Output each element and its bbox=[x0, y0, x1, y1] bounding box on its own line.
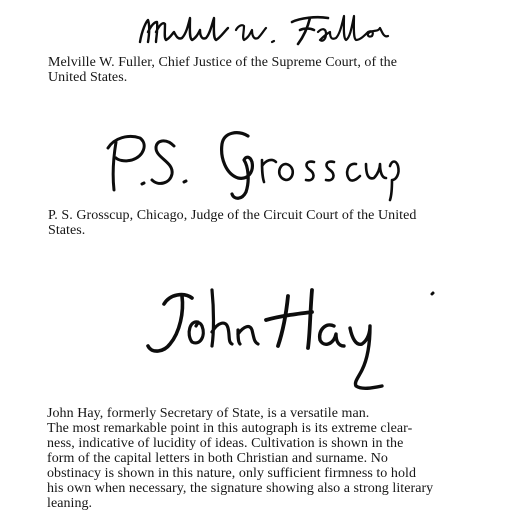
caption-melville-fuller bbox=[48, 55, 478, 85]
caption-hay-line-1: John Hay, formerly Secretary of State, is a versatile man. bbox=[47, 406, 370, 421]
signature-john-hay bbox=[140, 282, 450, 397]
caption-grosscup-name: P. S. Grosscup bbox=[48, 208, 130, 223]
caption-fuller-line-2: United States. bbox=[48, 70, 128, 85]
caption-hay-line-7: leaning. bbox=[47, 496, 93, 511]
caption-hay-line-2: The most remarkable point in this autograph is its extreme clear- bbox=[47, 421, 413, 436]
caption-ps-grosscup bbox=[48, 208, 478, 238]
caption-hay-line-5: obstinacy is shown in this nature, only sufficient firmness to hold bbox=[47, 466, 416, 481]
caption-fuller-name: Melville W. Fuller bbox=[48, 55, 152, 70]
signature-ps-grosscup bbox=[100, 120, 410, 202]
caption-grosscup-line-2: States. bbox=[48, 223, 86, 238]
caption-john-hay bbox=[47, 406, 479, 511]
caption-fuller-title: , Chief Justice of the Supreme Court, of the bbox=[151, 55, 397, 70]
caption-grosscup-title: , Chicago, Judge of the Circuit Court of the United bbox=[129, 208, 417, 223]
caption-hay-line-6: his own when necessary, the signature showing also a strong literary bbox=[47, 481, 434, 496]
caption-grosscup-line-1 bbox=[48, 208, 478, 223]
caption-hay-line-3: ness, indicative of lucidity of ideas. Cultivation is shown in the bbox=[47, 436, 404, 451]
signature-melville-fuller bbox=[132, 12, 402, 52]
caption-hay-line-4: form of the capital letters in both Christian and surname. No bbox=[47, 451, 388, 466]
caption-fuller-line-1 bbox=[48, 55, 478, 70]
